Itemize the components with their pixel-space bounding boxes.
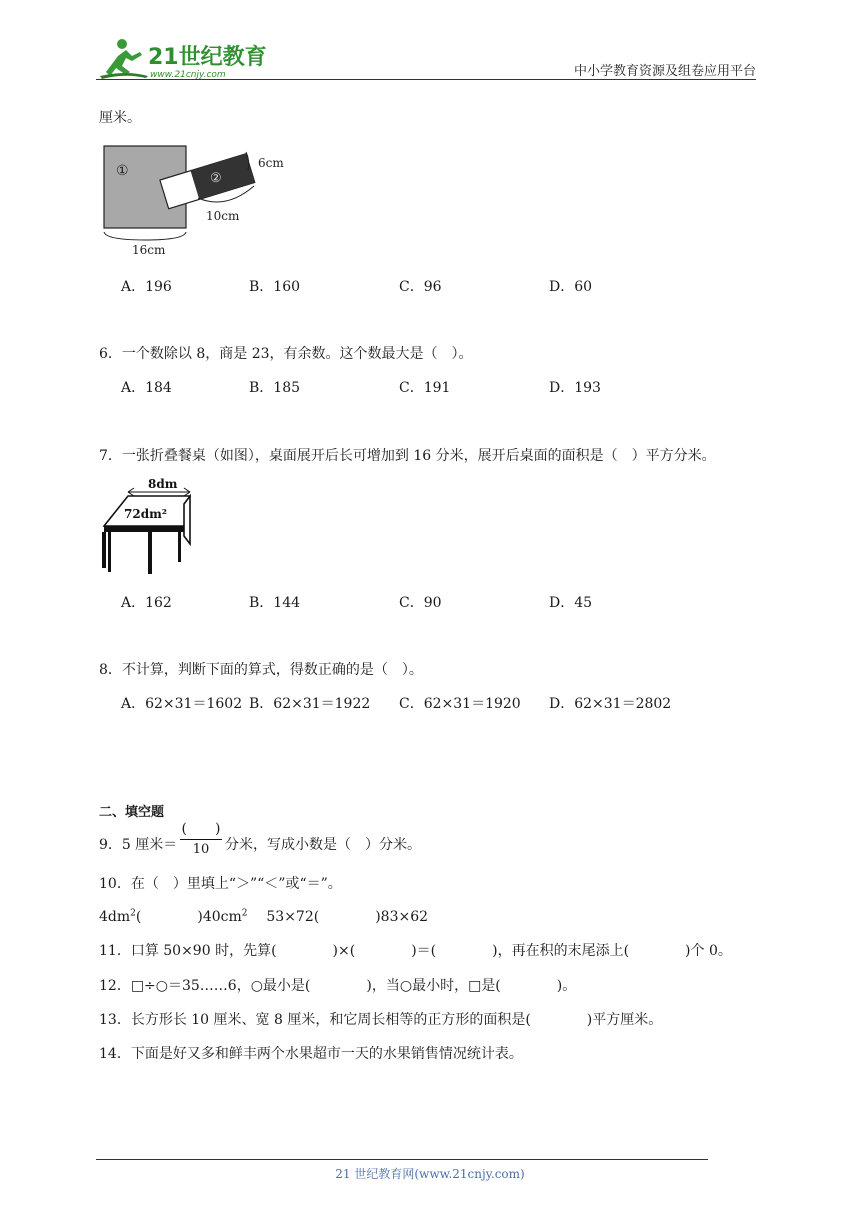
q10-comparisons: [99, 906, 428, 926]
q11-text: 11．口算 50×90 时，先算( )×( )＝( )，再在积的末尾添上( )个 0。: [99, 943, 732, 959]
q5-tail: 厘米。: [99, 110, 141, 126]
q10-text: 10．在（ ）里填上“＞”“＜”或“＝”。: [99, 876, 342, 892]
fraction-bar: [180, 839, 222, 840]
svg-text:www.21cnjy.com: www.21cnjy.com: [150, 70, 226, 80]
q9-fraction: [180, 820, 222, 859]
q7-option-a: A．162: [121, 595, 172, 611]
q6-option-c: C．191: [399, 380, 451, 396]
svg-text:①: ①: [116, 163, 129, 179]
svg-text:72dm²: 72dm²: [124, 507, 168, 521]
q7-figure: [98, 474, 198, 582]
q6-option-a: A．184: [121, 380, 172, 396]
q9-suffix: 分米，写成小数是（ ）分米。: [225, 837, 421, 853]
q5-figure: [98, 140, 298, 264]
q7-option-d: D．45: [549, 595, 593, 611]
q13-text: 13．长方形长 10 厘米、宽 8 厘米，和它周长相等的正方形的面积是( )平方厘米。: [99, 1012, 663, 1028]
q5-option-b: B．160: [249, 279, 301, 295]
q6-option-b: B．185: [249, 380, 301, 396]
q10-item-a-blank: ( )40cm: [135, 909, 242, 925]
q8-option-b: B．62×31＝1922: [249, 696, 371, 712]
header-divider: [96, 79, 756, 80]
q6-text: 6．一个数除以 8，商是 23，有余数。这个数最大是（ ）。: [99, 346, 473, 362]
q14-text: 14．下面是好又多和鲜丰两个水果超市一天的水果销售情况统计表。: [99, 1046, 523, 1062]
q5-option-d: D．60: [549, 279, 593, 295]
svg-text:8dm: 8dm: [148, 477, 178, 491]
q8-text: 8．不计算，判断下面的算式，得数正确的是（ ）。: [99, 662, 423, 678]
q7-option-c: C．90: [399, 595, 442, 611]
q10-item-a-sup: 2: [130, 908, 136, 919]
svg-text:21世纪教育: 21世纪教育: [148, 45, 266, 70]
q8-option-a: A．62×31＝1602: [121, 696, 243, 712]
q5-option-a: A．196: [121, 279, 172, 295]
q9-prefix: 9．5 厘米＝: [99, 837, 178, 853]
header-platform-text: 中小学教育资源及组卷应用平台: [573, 64, 756, 79]
q6-option-d: D．193: [549, 380, 601, 396]
svg-text:②: ②: [210, 171, 222, 186]
q5-option-c: C．96: [399, 279, 442, 295]
q10-item-a-value: 4dm: [99, 909, 131, 925]
q10-item-b: 53×72( )83×62: [266, 909, 429, 925]
svg-text:6cm: 6cm: [258, 156, 284, 170]
q12-text: 12．□÷○＝35……6，○最小是( )，当○最小时，□是( )。: [99, 978, 577, 994]
svg-text:16cm: 16cm: [132, 243, 166, 257]
q7-option-b: B．144: [249, 595, 301, 611]
q7-text: 7．一张折叠餐桌（如图），桌面展开后长可增加到 16 分米，展开后桌面的面积是（ ）平方分米。: [99, 448, 716, 464]
footer-divider: [96, 1159, 708, 1160]
section-title-fill-in: 二、填空题: [99, 805, 165, 820]
svg-text:10cm: 10cm: [206, 209, 240, 223]
q10-item-b-sup: 2: [241, 908, 248, 919]
footer-link[interactable]: 21 世纪教育网(www.21cnjy.com): [335, 1167, 525, 1181]
q8-option-c: C．62×31＝1920: [399, 696, 521, 712]
site-logo: [96, 36, 266, 82]
q9-denominator: 10: [192, 842, 210, 857]
q9-numerator: ( ): [181, 821, 221, 837]
q8-option-d: D．62×31＝2802: [549, 696, 672, 712]
